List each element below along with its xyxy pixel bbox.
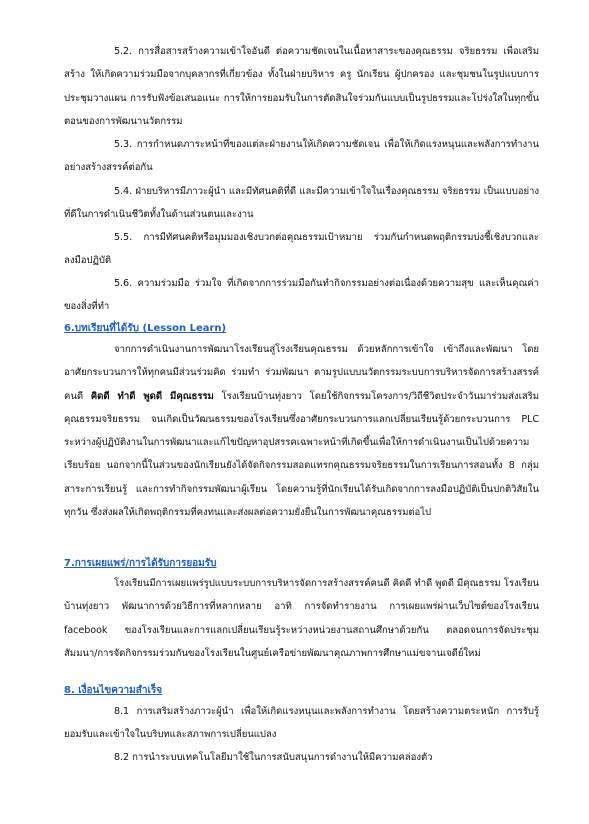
item-5-5: 5.5. การมีทัศนคติหรือมุมมองเชิงบวกต่อคุณธรรมเป้าหมาย ร่วมกันกำหนดพฤติกรรมบ่งชี้เชิงบวกและลงมือปฏิบัติ — [64, 232, 539, 267]
heading-lesson-learn: 6.บทเรียนที่ได้รับ (Lesson Learn) — [64, 323, 227, 334]
lesson-learn-paragraph — [64, 338, 539, 524]
heading-success-conditions: 8. เงื่อนไขความสำเร็จ — [64, 685, 163, 696]
lesson-text-start: จากการดำเนินงานการพัฒนาโรงเรียนสู่โรงเรียนคุณธรรม ด้วยหลักการเข้าใจ เข้าถึงและพัฒนา โดยอาศัยกระบวนการให้ทุกคนมีส่วนร่วมคิด ร่วมทำ ร่วมพัฒนา ตามรูปแบบนวัตกรรมระบบการบริหารจัดการสร้างสรรค์คนดี — [64, 344, 539, 402]
heading-dissemination: 7.การเผยแพร่/การได้รับการยอมรับ — [64, 558, 217, 569]
item-5-6: 5.6. ความร่วมมือ ร่วมใจ ที่เกิดจากการร่วมมือกันทำกิจกรรมอย่างต่อเนื่องด้วยความสุข และเห็นคุณค่าของสิ่งที่ทำ — [64, 278, 539, 313]
lesson-text-end: โรงเรียนบ้านทุ่งยาว โดยใช้กิจกรรมโครงการ/วิถีชีวิตประจำวันมาร่วมส่งเสริมคุณธรรมจริยธรรม จนเกิดเป็นวัฒนธรรมของโรงเรียนซึ่งอาศัยกระบวนการแลกเปลี่ยนเรียนรู้ด้วยกระบวนการ PLC ระหว่างผู้ปฏิบัติงานในการพัฒนาและแก้ไขปัญหาอุปสรรคเฉพาะหน้าที่เกิดขึ้นเพื่อให้การดำเนินงานเป็นไปด้วยความเรียบร้อย นอกจากนี้ในส่วนของนักเรียนยังได้จัดกิจกรรมสอดแทรกคุณธรรมจริยธรรมในการเรียนการสอนทั้ง 8 กลุ่มสาระการเรียนรู้ และการทำกิจกรรมพัฒนาผู้เรียน โดยความรู้ที่นักเรียนได้รับเกิดจากการลงมือปฏิบัติเป็นปกติวิสัยในทุกวัน ซึ่งส่งผลให้เกิดพฤติกรรมที่คงทนและส่งผลต่อความยั่งยืนในการพัฒนาคุณธรรมต่อไป — [64, 390, 540, 519]
item-5-3: 5.3. การกำหนดภาระหน้าที่ของแต่ละฝ่ายงานให้เกิดความชัดเจน เพื่อให้เกิดแรงหนุนและพลังการทำงานอย่างสร้างสรรค์ต่อกัน — [64, 139, 539, 174]
dissemination-paragraph: โรงเรียนมีการเผยแพร่รูปแบบระบบการบริหารจัดการสร้างสรรค์คนดี คิดดี ทำดี พูดดี มีคุณธรรม โรงเรียนบ้านทุ่งยาว พัฒนาการด้วยวิธีการที่หลากหลาย อาทิ การจัดทำรายงาน การเผยแพร่ผ่านเว็บไซต์ของโรงเรียน facebook ของโรงเรียนและการแลกเปลี่ยนเรียนรู้ระหว่างหน่วยงานสถานศึกษาด้วยกัน ตลอดจนการจัดประชุมสัมมนา/การจัดกิจกรรมร่วมกันของโรงเรียนในศูนย์เครือข่ายพัฒนาคุณภาพการศึกษาแม่ขจานเจดีย์ใหม่ — [64, 578, 539, 659]
item-5-4: 5.4. ฝ่ายบริหารมีภาวะผู้นำ และมีทัศนคติที่ดี และมีความเข้าใจในเรื่องคุณธรรม จริยธรรม เป็นแบบอย่างที่ดีในการดำเนินชีวิตทั้งในด้านส่วนตนและงาน — [64, 186, 539, 221]
lesson-text-bold: คิดดี ทำดี พูดดี มีคุณธรรม — [90, 390, 214, 402]
item-5-2: 5.2. การสื่อสารสร้างความเข้าใจอันดี ต่อความชัดเจนในเนื้อหาสาระของคุณธรรม จริยธรรม เพื่อเสริมสร้าง ให้เกิดความร่วมมือจากบุคลากรที่เกี่ยวข้อง ทั้งในฝ่ายบริหาร ครู นักเรียน ผู้ปกครอง และชุมชนในรูปแบบการประชุมวางแผน การรับฟังข้อเสนอแนะ การให้การยอมรับในการตัดสินใจร่วมกันแบบเป็นรูปธรรมและโปร่งใสในทุกขั้นตอนของการพัฒนานวัตกรรม — [64, 46, 539, 127]
item-8-1: 8.1 การเสริมสร้างภาวะผู้นำ เพื่อให้เกิดแรงหนุนและพลังการทำงาน โดยสร้างความตระหนัก การรับรู้ ยอมรับและเข้าใจในบริบทและสภาพการเปลี่ยนแปลง — [64, 706, 539, 741]
item-8-2: 8.2 การนำระบบเทคโนโลยีมาใช้ในการสนับสนุนการดำงานให้มีความคล่องตัว — [114, 752, 433, 763]
